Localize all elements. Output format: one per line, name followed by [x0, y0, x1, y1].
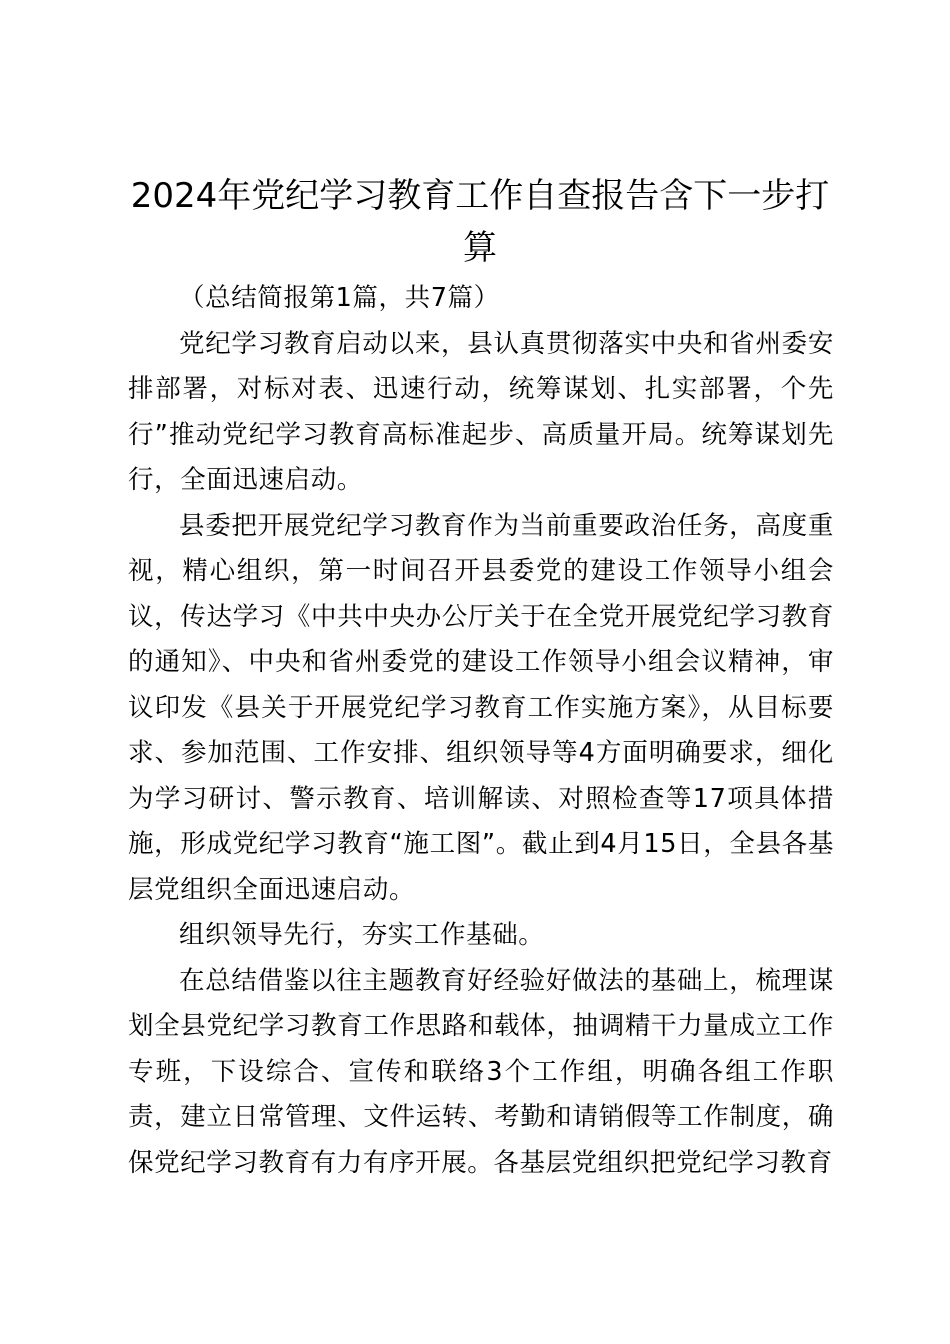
- paragraph: 组织领导先行，夯实工作基础。: [179, 920, 545, 950]
- paragraph: 在总结借鉴以往主题教育好经验好做法的基础上，梳理谋划全县党纪学习教育工作思路和载体，抽调精干力量成立工作专班，下设综合、宣传和联络3个工作组，明确各组工作职责，建立日常管理、文件运转、考勤和请销假等工作制度，确保党纪学习教育有力有序开展。各基层党组织把党纪学习教育: [128, 965, 834, 1178]
- document-body: [128, 276, 834, 1186]
- paragraph: 党纪学习教育启动以来，县认真贯彻落实中央和省州委安排部署，对标对表、迅速行动，统筹谋划、扎实部署，个先行”推动党纪学习教育高标准起步、高质量开局。统筹谋划先行，全面迅速启动。: [128, 328, 834, 495]
- document-title: 2024年党纪学习教育工作自查报告含下一步打算: [130, 176, 830, 268]
- document-subtitle: （总结简报第1篇，共7篇）: [179, 283, 500, 313]
- paragraph: 县委把开展党纪学习教育作为当前重要政治任务，高度重视，精心组织，第一时间召开县委党的建设工作领导小组会议，传达学习《中共中央办公厅关于在全党开展党纪学习教育的通知》、中央和省州委党的建设工作领导小组会议精神，审议印发《县关于开展党纪学习教育工作实施方案》，从目标要求、参加范围、工作安排、组织领导等4方面明确要求，细化为学习研讨、警示教育、培训解读、对照检查等17项具体措施，形成党纪学习教育“施工图”。截止到4月15日，全县各基层党组织全面迅速启动。: [128, 510, 834, 905]
